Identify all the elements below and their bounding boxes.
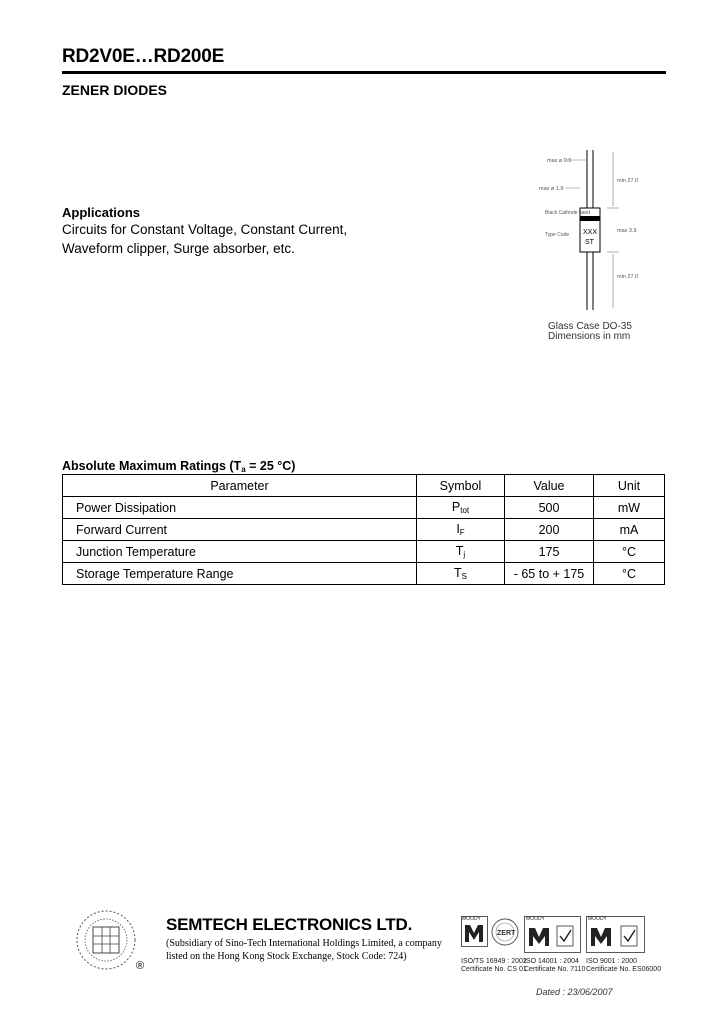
- cert-number: Certificate No. ES06000: [586, 966, 662, 973]
- dim-body-length: max 3.9: [617, 228, 637, 234]
- cell-unit: mA: [594, 519, 665, 541]
- cell-symbol: $P_{tot}$: [417, 497, 505, 519]
- cert-badge-ts16949: [461, 916, 521, 956]
- table-header-row: [63, 475, 665, 497]
- cell-unit: °C: [594, 541, 665, 563]
- moody-label: MOODY: [462, 916, 481, 922]
- document-subtitle: ZENER DIODES: [62, 82, 168, 98]
- cert-seal-icon: [586, 916, 646, 956]
- company-name: SEMTECH ELECTRONICS LTD.: [166, 915, 413, 934]
- cathode-band: [580, 216, 600, 221]
- header-symbol: Symbol: [417, 475, 505, 497]
- table-row: [63, 519, 665, 541]
- header-value: Value: [505, 475, 594, 497]
- body-brand: ST: [585, 239, 594, 246]
- dim-lead-length-top: min 27.0: [617, 178, 639, 184]
- cell-symbol: $I_F$: [417, 519, 505, 541]
- cert-label: ISO/TS 16949 : 2002: [461, 958, 527, 965]
- body-code: XXX: [583, 229, 598, 236]
- band-label: Black Cathode band: [545, 210, 591, 216]
- title-divider: [62, 71, 666, 74]
- cert-seal-icon: [524, 916, 584, 956]
- cell-value: - 65 to + 175: [505, 563, 594, 585]
- dim-body-diameter: max ø 1.9: [539, 186, 564, 192]
- package-caption-dimensions: Dimensions in mm: [548, 331, 631, 342]
- header-parameter: Parameter: [63, 475, 417, 497]
- cell-value: 200: [505, 519, 594, 541]
- cell-parameter: Junction Temperature: [63, 541, 417, 563]
- cert-label: ISO 9001 : 2000: [586, 958, 637, 965]
- cell-symbol: $T_j$: [417, 541, 505, 563]
- cell-symbol: $T_S$: [417, 563, 505, 585]
- cert-badge-iso9001: [586, 916, 646, 956]
- moody-label: MOODY: [526, 916, 545, 922]
- registered-mark: ®: [136, 960, 145, 972]
- dated-line: Dated : 23/06/2007: [536, 987, 613, 997]
- ratings-heading: Absolute Maximum Ratings ($T_a = 25$ °C): [62, 459, 296, 474]
- cell-value: 500: [505, 497, 594, 519]
- cell-unit: mW: [594, 497, 665, 519]
- cell-parameter: Storage Temperature Range: [63, 563, 417, 585]
- header-unit: Unit: [594, 475, 665, 497]
- applications-heading: Applications: [62, 205, 141, 220]
- subsidiary-note: (Subsidiary of Sino-Tech International Holdings Limited, a company: [166, 938, 442, 949]
- dim-lead-length-bottom: min 27.0: [617, 274, 639, 280]
- type-label: Type Code: [545, 232, 570, 238]
- cell-value: 175: [505, 541, 594, 563]
- table-row: [63, 541, 665, 563]
- cert-label: ISO 14001 : 2004: [524, 958, 579, 965]
- cert-seal-icon: [461, 916, 521, 956]
- cert-badge-iso14001: [524, 916, 584, 956]
- applications-line: Circuits for Constant Voltage, Constant Current,: [62, 222, 348, 237]
- document-title: RD2V0E…RD200E: [62, 46, 225, 67]
- cell-parameter: Power Dissipation: [63, 497, 417, 519]
- dim-lead-diameter: max ø 0.5: [547, 158, 572, 164]
- subsidiary-note-stock: listed on the Hong Kong Stock Exchange, Stock Code: 724): [166, 951, 407, 962]
- table-row: [63, 497, 665, 519]
- moody-label: MOODY: [588, 916, 607, 922]
- cell-unit: °C: [594, 563, 665, 585]
- table-row: [63, 563, 665, 585]
- package-caption: Glass Case DO-35: [548, 321, 632, 332]
- company-logo-icon: [75, 907, 137, 973]
- cert-number: Certificate No. 7110: [524, 966, 586, 973]
- ratings-table: [62, 474, 665, 585]
- cell-parameter: Forward Current: [63, 519, 417, 541]
- package-diagram: [535, 150, 665, 320]
- applications-line: Waveform clipper, Surge absorber, etc.: [62, 241, 295, 256]
- cert-number: Certificate No. CS 01: [461, 966, 527, 973]
- svg-text:ZERT: ZERT: [497, 930, 516, 937]
